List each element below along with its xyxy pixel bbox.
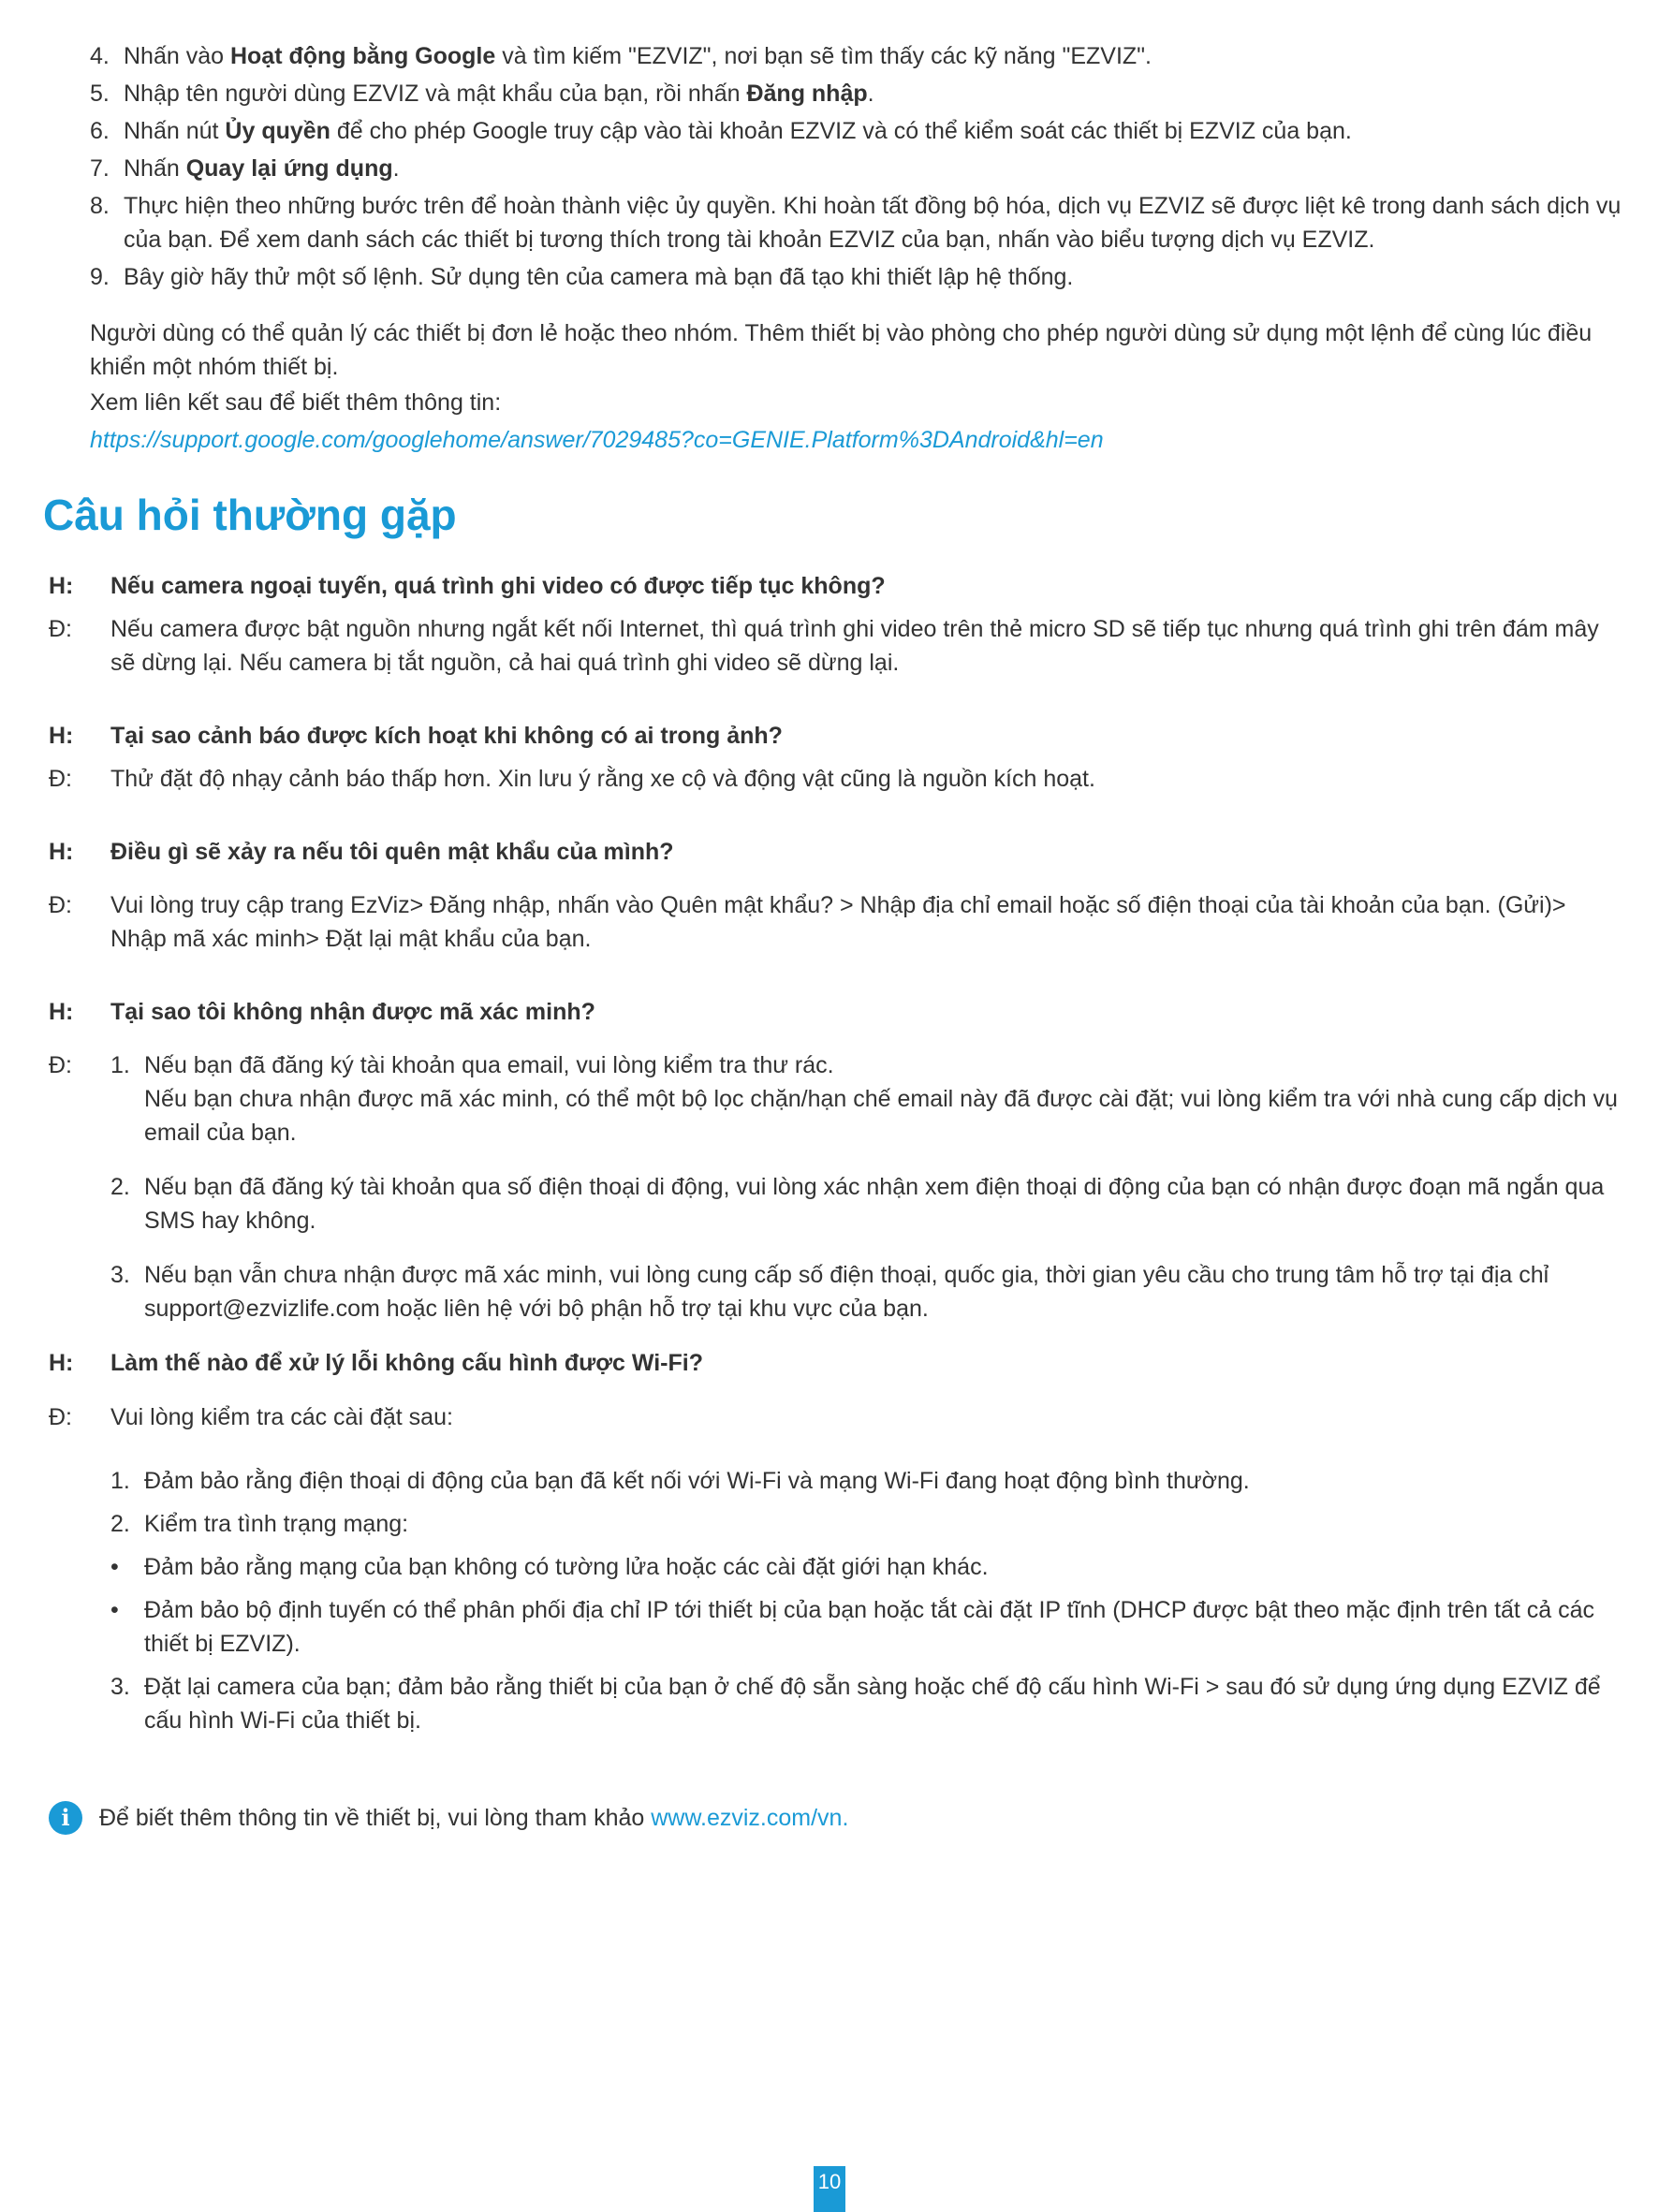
step-text: Bây giờ hãy thử một số lệnh. Sử dụng tên của camera mà bạn đã tạo khi thiết lập hệ thống. — [124, 264, 1074, 290]
step-text: Đảm bảo rằng điện thoại di động của bạn đã kết nối với Wi-Fi và mạng Wi-Fi đang hoạt động bình thường. — [144, 1468, 1250, 1494]
step-number: 1. — [110, 1468, 130, 1494]
list-item — [110, 1593, 1622, 1661]
bullet-icon: • — [110, 1554, 119, 1580]
step-text: Nếu bạn vẫn chưa nhận được mã xác minh, vui lòng cung cấp số điện thoại, quốc gia, thời gian yêu cầu cho trung tâm hỗ trợ tại địa chỉ support@ezvizlife.com hoặc liên hệ với bộ phận hỗ trợ tại khu vực của bạn. — [144, 1262, 1549, 1322]
faq-answer — [49, 888, 1622, 956]
list-item — [110, 1507, 1622, 1541]
question-text: Nếu camera ngoại tuyến, quá trình ghi video có được tiếp tục không? — [110, 573, 886, 599]
faq-question — [49, 835, 1622, 869]
faq-question — [49, 719, 1622, 753]
faq-question — [49, 569, 1622, 603]
step-number: 4. — [90, 43, 110, 69]
step-number: 2. — [110, 1511, 130, 1537]
info-icon: i — [49, 1801, 82, 1835]
list-item — [110, 1670, 1622, 1737]
answer-steps-list — [110, 1048, 1622, 1326]
list-item — [110, 1550, 1622, 1584]
step-text: để cho phép Google truy cập vào tài khoản EZVIZ và có thể kiểm soát các thiết bị EZVIZ của bạn. — [330, 118, 1352, 144]
list-item — [90, 77, 1640, 110]
question-label: H: — [49, 573, 74, 599]
faq-answer — [49, 762, 1622, 796]
faq-answer — [49, 612, 1622, 680]
step-number: 7. — [90, 155, 110, 182]
step-text: Thực hiện theo những bước trên để hoàn thành việc ủy quyền. Khi hoàn tất đồng bộ hóa, dịch vụ EZVIZ sẽ được liệt kê trong danh sách dịch vụ của bạn. Để xem danh sách các thiết bị tương thích trong tài khoản EZVIZ của bạn, nhấn vào biểu tượng dịch vụ EZVIZ. — [124, 193, 1622, 253]
question-text: Tại sao cảnh báo được kích hoạt khi không có ai trong ảnh? — [110, 723, 783, 749]
group-note: Người dùng có thể quản lý các thiết bị đơn lẻ hoặc theo nhóm. Thêm thiết bị vào phòng cho phép người dùng sử dụng một lệnh để cùng lúc điều khiển một nhóm thiết bị. — [90, 320, 1593, 380]
step-number: 8. — [90, 193, 110, 219]
ezviz-website-link[interactable]: www.ezviz.com/vn. — [651, 1805, 849, 1831]
list-item — [90, 189, 1640, 256]
info-text-body: Để biết thêm thông tin về thiết bị, vui lòng tham khảo — [99, 1805, 652, 1831]
list-item — [90, 39, 1640, 73]
step-text: Kiểm tra tình trạng mạng: — [144, 1511, 409, 1537]
faq-item — [49, 569, 1622, 680]
question-label: H: — [49, 1350, 74, 1376]
info-note — [49, 1801, 848, 1835]
step-text: và tìm kiếm "EZVIZ", nơi bạn sẽ tìm thấy các kỹ năng "EZVIZ". — [495, 43, 1152, 69]
step-number: 6. — [90, 118, 110, 144]
faq-title: Câu hỏi thường gặp — [43, 491, 457, 539]
answer-label: Đ: — [49, 766, 72, 792]
step-number: 3. — [110, 1262, 130, 1288]
step-text: Nhấn — [124, 155, 186, 182]
answer-label: Đ: — [49, 1052, 72, 1078]
list-item — [110, 1464, 1622, 1498]
step-number: 1. — [110, 1052, 130, 1078]
question-label: H: — [49, 723, 74, 749]
bullet-icon: • — [110, 1597, 119, 1623]
answer-steps-list — [110, 1464, 1622, 1737]
answer-text: Vui lòng kiểm tra các cài đặt sau: — [110, 1404, 453, 1430]
answer-text: Nếu camera được bật nguồn nhưng ngắt kết nối Internet, thì quá trình ghi video trên thẻ micro SD sẽ tiếp tục nhưng quá trình ghi trên đám mây sẽ dừng lại. Nếu camera bị tắt nguồn, cả hai quá trình ghi video sẽ dừng lại. — [110, 616, 1599, 676]
step-text: Đặt lại camera của bạn; đảm bảo rằng thiết bị của bạn ở chế độ sẵn sàng hoặc chế độ cấu hình Wi-Fi > sau đó sử dụng ứng dụng EZVIZ để cấu hình Wi-Fi của thiết bị. — [144, 1674, 1601, 1734]
step-text: Đảm bảo bộ định tuyến có thể phân phối địa chỉ IP tới thiết bị của bạn hoặc tắt cài đặt IP tĩnh (DHCP được bật theo mặc định trên tất cả các thiết bị EZVIZ). — [144, 1597, 1595, 1657]
link-intro: Xem liên kết sau để biết thêm thông tin: — [90, 389, 502, 416]
faq-answer — [49, 1400, 1622, 1747]
step-number: 2. — [110, 1174, 130, 1200]
question-text: Làm thế nào để xử lý lỗi không cấu hình được Wi-Fi? — [110, 1350, 703, 1376]
step-bold-text: Ủy quyền — [225, 118, 330, 144]
question-text: Tại sao tôi không nhận được mã xác minh? — [110, 999, 595, 1025]
faq-item — [49, 719, 1622, 796]
list-item — [90, 114, 1640, 148]
step-text: Nếu bạn đã đăng ký tài khoản qua số điện thoại di động, vui lòng xác nhận xem điện thoại di động của bạn có nhận được đoạn mã ngắn qua SMS hay không. — [144, 1174, 1605, 1234]
answer-text: Thử đặt độ nhạy cảnh báo thấp hơn. Xin lưu ý rằng xe cộ và động vật cũng là nguồn kích hoạt. — [110, 766, 1095, 792]
step-number: 5. — [90, 81, 110, 107]
faq-item — [49, 835, 1622, 956]
step-text: Nếu bạn chưa nhận được mã xác minh, có thể một bộ lọc chặn/hạn chế email này đã được cài đặt; vui lòng kiểm tra với nhà cung cấp dịch vụ email của bạn. — [144, 1086, 1618, 1146]
question-label: H: — [49, 999, 74, 1025]
answer-text: Vui lòng truy cập trang EzViz> Đăng nhập, nhấn vào Quên mật khẩu? > Nhập địa chỉ email hoặc số điện thoại của tài khoản của bạn. (Gửi)> Nhập mã xác minh> Đặt lại mật khẩu của bạn. — [110, 892, 1566, 952]
page-number: 10 — [814, 2166, 845, 2212]
answer-label: Đ: — [49, 892, 72, 918]
step-number: 3. — [110, 1674, 130, 1700]
question-label: H: — [49, 839, 74, 865]
list-item — [110, 1170, 1622, 1238]
answer-label: Đ: — [49, 1404, 72, 1430]
list-item — [110, 1258, 1622, 1326]
question-text: Điều gì sẽ xảy ra nếu tôi quên mật khẩu của mình? — [110, 839, 674, 865]
step-text: Nếu bạn đã đăng ký tài khoản qua email, vui lòng kiểm tra thư rác. — [144, 1052, 834, 1078]
faq-item — [49, 995, 1622, 1346]
step-text: Nhấn vào — [124, 43, 230, 69]
step-text: . — [867, 81, 874, 107]
step-number: 9. — [90, 264, 110, 290]
list-item — [90, 260, 1640, 294]
step-bold-text: Đăng nhập — [746, 81, 868, 107]
faq-question — [49, 1346, 1622, 1380]
step-text: Đảm bảo rằng mạng của bạn không có tường lửa hoặc các cài đặt giới hạn khác. — [144, 1554, 989, 1580]
step-text: Nhập tên người dùng EZVIZ và mật khẩu của bạn, rồi nhấn — [124, 81, 747, 107]
step-bold-text: Quay lại ứng dụng — [185, 155, 393, 182]
step-text: . — [392, 155, 400, 182]
step-bold-text: Hoạt động bằng Google — [229, 43, 496, 69]
faq-answer — [49, 1048, 1622, 1346]
list-item — [110, 1048, 1622, 1150]
support-link[interactable]: https://support.google.com/googlehome/answer/7029485?co=GENIE.Platform%3DAndroid&hl=en — [90, 427, 1104, 453]
faq-question — [49, 995, 1622, 1029]
setup-steps-list — [90, 39, 1640, 298]
step-text: Nhấn nút — [124, 118, 226, 144]
list-item — [90, 152, 1640, 185]
faq-item — [49, 1346, 1622, 1747]
info-text — [99, 1801, 848, 1835]
answer-label: Đ: — [49, 616, 72, 642]
